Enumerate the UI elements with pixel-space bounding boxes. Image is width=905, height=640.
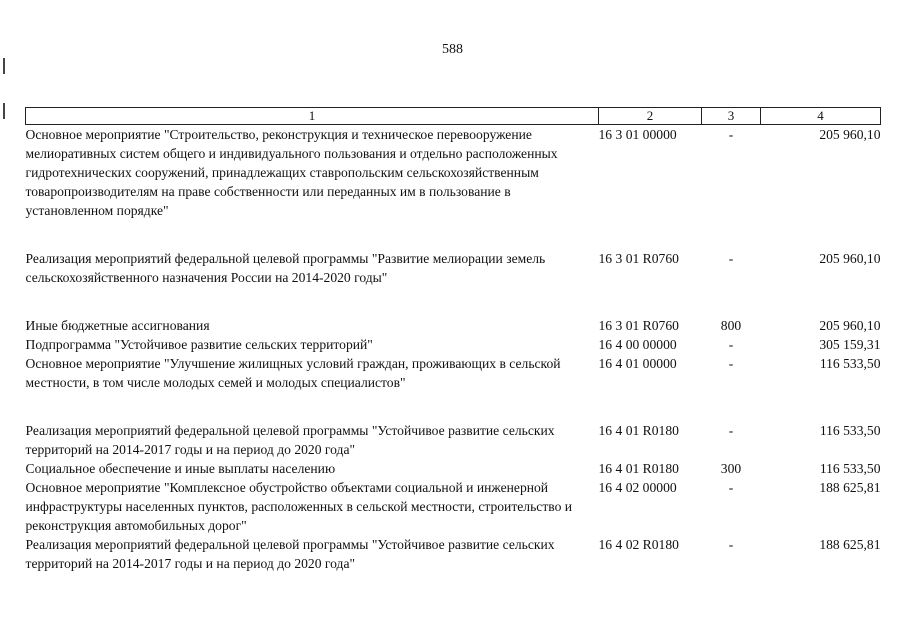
row-amount: 188 625,81: [819, 480, 881, 495]
page-number: 588: [442, 42, 463, 57]
table-row: [26, 249, 881, 316]
row-name: Основное мероприятие "Комплексное обустройство объектами социальной и инженерной инфраструктуры населенных пунктов, расположенных в сельской местности, строительство и реконструкция автомобильных дорог": [25, 480, 573, 533]
row-amount: 116 533,50: [819, 423, 881, 438]
row-amount: 116 533,50: [819, 461, 881, 476]
row-expense-type: -: [728, 423, 734, 438]
row-expense-type: -: [728, 251, 734, 266]
row-expense-type: -: [728, 537, 734, 552]
table-row: [26, 478, 881, 535]
table-row: [26, 535, 881, 573]
row-code: 16 3 01 R0760: [598, 318, 679, 333]
column-header: 3: [702, 108, 761, 125]
column-header: 2: [599, 108, 702, 125]
column-header: 1: [26, 108, 599, 125]
table-row: [26, 354, 881, 421]
margin-mark: [3, 103, 5, 119]
row-amount: 305 159,31: [819, 337, 881, 352]
row-code: 16 4 02 R0180: [598, 537, 679, 552]
row-code: 16 4 01 00000: [598, 356, 677, 371]
row-expense-type: 300: [720, 461, 742, 476]
row-name: Реализация мероприятий федеральной целевой программы "Устойчивое развитие сельских территорий на 2014-2017 годы и на период до 2020 года": [25, 537, 555, 571]
row-code: 16 3 01 R0760: [598, 251, 679, 266]
row-expense-type: -: [728, 356, 734, 371]
row-code: 16 4 01 R0180: [598, 423, 679, 438]
budget-table: [25, 107, 881, 573]
row-amount: 116 533,50: [819, 356, 881, 371]
row-expense-type: -: [728, 337, 734, 352]
table-row: [26, 459, 881, 478]
table-row: [26, 421, 881, 459]
row-code: 16 3 01 00000: [598, 127, 677, 142]
row-expense-type: -: [728, 127, 734, 142]
table-row: [26, 125, 881, 250]
row-code: 16 4 00 00000: [598, 337, 677, 352]
row-name: Реализация мероприятий федеральной целевой программы "Устойчивое развитие сельских территорий на 2014-2017 годы и на период до 2020 года": [25, 423, 555, 457]
row-amount: 188 625,81: [819, 537, 881, 552]
table-row: [26, 316, 881, 335]
row-amount: 205 960,10: [819, 251, 881, 266]
row-amount: 205 960,10: [819, 127, 881, 142]
row-amount: 205 960,10: [819, 318, 881, 333]
row-code: 16 4 01 R0180: [598, 461, 679, 476]
column-header: 4: [761, 108, 881, 125]
row-code: 16 4 02 00000: [598, 480, 677, 495]
table-header-row: [26, 108, 881, 125]
row-name: Реализация мероприятий федеральной целевой программы "Развитие мелиорации земель сельскохозяйственного назначения России на 2014-2020 годы": [25, 251, 546, 285]
row-name: Социальное обеспечение и иные выплаты населению: [25, 461, 336, 476]
table-row: [26, 335, 881, 354]
margin-mark: [3, 58, 5, 74]
row-name: Иные бюджетные ассигнования: [25, 318, 210, 333]
row-name: Основное мероприятие "Улучшение жилищных условий граждан, проживающих в сельской местности, в том числе молодых семей и молодых специалистов": [25, 356, 561, 390]
row-expense-type: 800: [720, 318, 742, 333]
row-expense-type: -: [728, 480, 734, 495]
row-name: Подпрограмма "Устойчивое развитие сельских территорий": [25, 337, 373, 352]
row-name: Основное мероприятие "Строительство, реконструкция и техническое перевооружение мелиоративных систем общего и индивидуального пользования и отдельно расположенных гидротехнических сооружений, принадлежащих ставропольским сельскохозяйственным товаропроизводителям на праве собственности или переданных им в пользование в установленном порядке": [25, 127, 558, 218]
